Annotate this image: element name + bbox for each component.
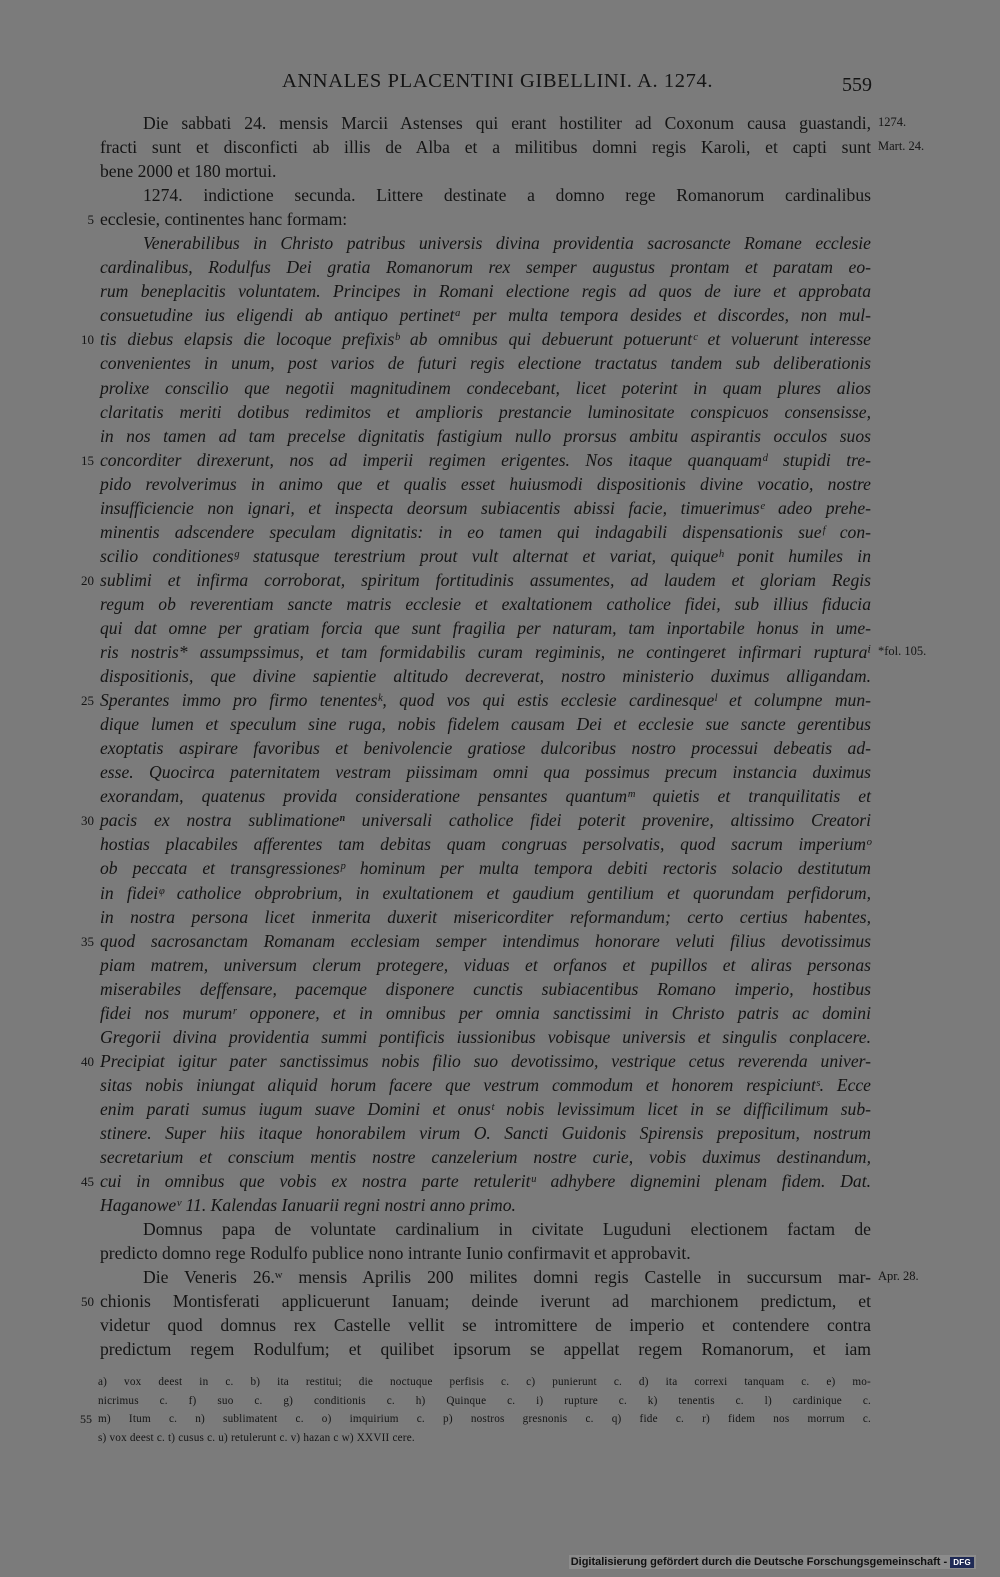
- text-line: [0, 1169, 1000, 1193]
- running-title: ANNALES PLACENTINI GIBELLINI. A. 1274.: [282, 70, 714, 92]
- text-line: [0, 424, 1000, 448]
- line-text: 1274. indictione secunda. Littere destinate a domno rege Romanorum cardinalibus: [143, 185, 871, 206]
- text-line: [0, 472, 1000, 496]
- text-line: [0, 183, 1000, 207]
- footnote-line: [0, 1429, 1000, 1448]
- text-line: [0, 688, 1000, 712]
- text-line: [0, 1049, 1000, 1073]
- line-text: sublimi et infirma corroborat, spiritum fortitudinis assumentes, ad laudem et gloriam Regis: [100, 569, 871, 590]
- line-text: minentis adscendere speculam dignitatis: in eo tamen qui indagabili dispensationis sueᶠ con-: [100, 521, 871, 542]
- line-text: esse. Quocirca paternitatem vestram piissimam omni qua possimus precum instancia duximus: [100, 762, 871, 783]
- line-number: 35: [81, 933, 94, 949]
- digitization-credit: [569, 1555, 976, 1569]
- text-line: [0, 303, 1000, 327]
- line-text: secretarium et conscium mentis nostre canzelerium nostre curie, vobis duximus destinandum,: [100, 1147, 871, 1168]
- line-number: 45: [81, 1174, 94, 1190]
- line-number: 25: [81, 693, 94, 709]
- text-line: [0, 1289, 1000, 1313]
- line-text: in nos tamen ad tam precelse dignitatis fastigium nullo prorsus ambitu aspirantis occulos suos: [100, 425, 871, 446]
- line-text: prolixe conscilio que negotii magnitudinem condecebant, licet poterint in quam plures alios: [100, 377, 871, 398]
- page-number: 559: [842, 74, 872, 96]
- text-line: [0, 496, 1000, 520]
- text-line: [0, 255, 1000, 279]
- text-line: [0, 1265, 1000, 1289]
- line-number: 55: [80, 1412, 92, 1427]
- text-line: [0, 953, 1000, 977]
- footnote-text: s) vox deest c. t) cusus c. u) retulerunt c. v) hazan c w) XXVII cere.: [98, 1431, 415, 1444]
- line-number: 40: [81, 1053, 94, 1069]
- text-line: [0, 448, 1000, 472]
- line-number: 15: [81, 452, 94, 468]
- text-line: [0, 1097, 1000, 1121]
- line-text: stinere. Super hiis itaque honorabilem virum O. Sancti Guidonis Spirensis prepositum, nostrum: [100, 1122, 871, 1143]
- line-text: exoptatis aspirare favoribus et benivolencie gratiose dulcoribus nostro processui debeatis ad-: [100, 738, 871, 759]
- line-text: exorandam, quatenus provida consideratione pensantes quantumᵐ quietis et tranquilitatis et: [100, 786, 871, 807]
- text-line: [0, 520, 1000, 544]
- line-text: videtur quod domnus rex Castelle vellit se intromittere de imperio et contendere contra: [100, 1315, 871, 1336]
- line-text: ris nostris* assumpssimus, et tam formidabilis curam regiminis, ne contingeret infirmari rupturaⁱ: [100, 642, 871, 663]
- text-line: [0, 159, 1000, 183]
- line-text: enim parati sumus iugum suave Domini et onusᵗ nobis levissimum licet in se difficilimum sub-: [100, 1098, 871, 1119]
- line-text: cardinalibus, Rodulfus Dei gratia Romanorum rex semper augustus prontam et paratam eo-: [100, 257, 871, 278]
- line-number: 50: [81, 1294, 94, 1310]
- footnote-text: m) Itum c. n) sublimatent c. o) imquirium c. p) nostros gresnonis c. q) fide c. r) fidem nos morrum c.: [98, 1413, 871, 1426]
- text-line: [0, 279, 1000, 303]
- text-line: [0, 568, 1000, 592]
- text-line: [0, 640, 1000, 664]
- text-line: [0, 1217, 1000, 1241]
- text-line: [0, 1001, 1000, 1025]
- line-text: in fideiᵠ catholice obprobrium, in exultationem et gaudium gentilium et quorundam perfidorum,: [100, 882, 871, 903]
- text-line: [0, 1121, 1000, 1145]
- line-number: 5: [87, 212, 94, 228]
- text-line: [0, 207, 1000, 231]
- line-text: chionis Montisferati applicuerunt Ianuam; deinde iverunt ad marchionem predictum, et: [100, 1291, 871, 1312]
- line-text: qui dat omne per gratiam forcia que sunt fragilia per naturam, tam inportabile honus in ume-: [100, 617, 871, 638]
- line-text: Domnus papa de voluntate cardinalium in civitate Luguduni electionem factam de: [143, 1219, 871, 1240]
- text-line: [0, 231, 1000, 255]
- line-text: sitas nobis iniungat aliquid horum facere que vestrum commodum et honorem respiciuntˢ. Ecce: [100, 1074, 871, 1095]
- text-line: [0, 784, 1000, 808]
- text-line: [0, 111, 1000, 135]
- line-text: claritatis meriti dotibus redimitos et amplioris prestancie luminositate conspicuos consensisse,: [100, 401, 871, 422]
- line-text: rum beneplacitis voluntatem. Principes in Romani electione regis ad quos de iure et approbata: [100, 281, 871, 302]
- text-line: [0, 1025, 1000, 1049]
- line-text: fidei nos murumʳ opponere, et in omnibus per omnia sanctissimi in Christo patris ac domini: [100, 1002, 871, 1023]
- page-header: [0, 70, 1000, 98]
- text-line: [0, 1193, 1000, 1217]
- line-text: bene 2000 et 180 mortui.: [100, 161, 277, 182]
- text-line: [0, 977, 1000, 1001]
- line-text: concorditer direxerunt, nos ad imperii regimen erigentes. Nos itaque quanquamᵈ stupidi tre-: [100, 449, 871, 470]
- margin-note: *fol. 105.: [878, 644, 927, 659]
- line-text: quod sacrosanctam Romanam ecclesiam semper intendimus honorare veluti filius devotissimus: [100, 930, 871, 951]
- text-line: [0, 712, 1000, 736]
- line-number: 20: [81, 572, 94, 588]
- text-line: [0, 929, 1000, 953]
- text-line: [0, 905, 1000, 929]
- line-text: cui in omnibus que vobis ex nostra parte retuleritᵘ adhybere dignemini plenam fidem. Dat.: [100, 1171, 871, 1192]
- footnotes: [0, 1373, 1000, 1447]
- text-line: [0, 832, 1000, 856]
- text-line: [0, 760, 1000, 784]
- line-number: 30: [81, 813, 94, 829]
- line-text: ecclesie, continentes hanc formam:: [100, 209, 348, 230]
- line-text: ob peccata et transgressionesᵖ hominum per multa tempora debiti rectoris solacio destitutum: [100, 858, 871, 879]
- text-line: [0, 1313, 1000, 1337]
- line-text: insufficiencie non ignari, et inspecta deorsum subiacentis abissi facie, timuerimusᵉ adeo prehe-: [100, 497, 871, 518]
- dfg-logo-icon: DFG: [950, 1557, 974, 1568]
- text-line: [0, 376, 1000, 400]
- footnote-line: [0, 1392, 1000, 1411]
- line-text: consuetudine ius eligendi ab antiquo pertinetᵃ per multa tempora desides et discordes, non mul-: [100, 305, 871, 326]
- line-text: dispositionis, que divine sapientie altitudo decreverat, nostro ministerio duximus alligandam.: [100, 666, 871, 687]
- footnote-text: nicrimus c. f) suo c. g) conditionis c. h) Quinque c. i) rupture c. k) tenentis c. l) cardinique c.: [98, 1394, 871, 1407]
- line-text: hostias placabiles afferentes tam debitas quam congruas persolvatis, quod sacrum imperiumᵒ: [100, 834, 871, 855]
- text-line: [0, 135, 1000, 159]
- line-text: predicto domno rege Rodulfo publice nono intrante Iunio confirmavit et approbavit.: [100, 1243, 691, 1264]
- margin-note: Apr. 28.: [878, 1269, 919, 1284]
- text-line: [0, 881, 1000, 905]
- line-text: Precipiat igitur pater sanctissimus nobis filio suo devotissimo, vestrique cetus reverenda univer-: [100, 1050, 871, 1071]
- line-text: fracti sunt et disconficti ab illis de Alba et a militibus domni regis Karoli, et capti sunt: [100, 137, 871, 158]
- line-text: predictum regem Rodulfum; et quilibet ipsorum se appellat regem Romanorum, et iam: [100, 1339, 871, 1360]
- line-text: Haganoweᵛ 11. Kalendas Ianuarii regni nostri anno primo.: [100, 1195, 516, 1216]
- line-text: scilio conditionesᵍ statusque terestrium prout vult alternat et variat, quiqueʰ ponit humiles in: [100, 545, 871, 566]
- line-text: dique lumen et speculum sine ruga, nobis fidelem causam Dei et ecclesie sue sancte gerentibus: [100, 714, 871, 735]
- text-line: [0, 856, 1000, 880]
- margin-note: 1274.: [878, 115, 907, 129]
- text-line: [0, 1073, 1000, 1097]
- line-text: Sperantes immo pro firmo tenentesᵏ, quod vos qui estis ecclesie cardinesqueˡ et columpne mun-: [100, 690, 871, 711]
- line-text: pacis ex nostra sublimationeⁿ universali catholice fidei poterit provenire, altissimo Creatori: [100, 810, 871, 831]
- text-line: [0, 808, 1000, 832]
- footnote-text: a) vox deest in c. b) ita restitui; die noctuque perfisis c. c) punierunt c. d) ita correxi tanquam c. e) mo-: [98, 1376, 871, 1388]
- line-text: miserabiles deffensare, pacemque disponere cunctis subiacentibus Romano imperio, hostibus: [100, 978, 871, 999]
- margin-note: Mart. 24.: [878, 139, 925, 154]
- line-text: Gregorii divina providentia summi pontificis iussionibus vobisque universis et singulis conplacere.: [100, 1026, 871, 1047]
- line-text: Die Veneris 26.ʷ mensis Aprilis 200 milites domni regis Castelle in succursum mar-: [143, 1267, 871, 1288]
- text-line: [0, 592, 1000, 616]
- text-line: [0, 1337, 1000, 1361]
- text-line: [0, 736, 1000, 760]
- text-line: [0, 544, 1000, 568]
- line-text: regum ob reverentiam sancte matris ecclesie et exaltationem catholice fidei, sub illius fiducia: [100, 593, 871, 614]
- text-line: [0, 616, 1000, 640]
- text-line: [0, 400, 1000, 424]
- text-line: [0, 1241, 1000, 1265]
- line-text: pido revolverimus in animo que et qualis esset huiusmodi dispositionis divine vocatio, nostre: [100, 473, 871, 494]
- text-line: [0, 351, 1000, 375]
- footnote-line: [0, 1410, 1000, 1429]
- line-text: Venerabilibus in Christo patribus universis divina providentia sacrosancte Romane ecclesie: [143, 233, 871, 254]
- text-line: [0, 664, 1000, 688]
- line-text: in nostra persona licet inmerita duxerit misericorditer reformandum; certo certius habentes,: [100, 906, 871, 927]
- footnote-line: [0, 1373, 1000, 1392]
- text-line: [0, 1145, 1000, 1169]
- line-number: 10: [81, 332, 94, 348]
- text-line: [0, 327, 1000, 351]
- credit-text: Digitalisierung gefördert durch die Deutsche Forschungsgemeinschaft -: [570, 1556, 948, 1568]
- line-text: tis diebus elapsis die locoque prefixisᵇ ab omnibus qui debuerunt potueruntᶜ et voluerunt interesse: [100, 329, 871, 350]
- line-text: convenientes in unum, post varios de futuri regis electione tractatus tandem sub deliberationis: [100, 353, 871, 374]
- line-text: Die sabbati 24. mensis Marcii Astenses qui erant hostiliter ad Coxonum causa guastandi,: [143, 113, 871, 133]
- line-text: piam matrem, universum clerum protegere, viduas et orfanos et pupillos et aliras personas: [100, 954, 871, 975]
- main-text: [0, 111, 1000, 1361]
